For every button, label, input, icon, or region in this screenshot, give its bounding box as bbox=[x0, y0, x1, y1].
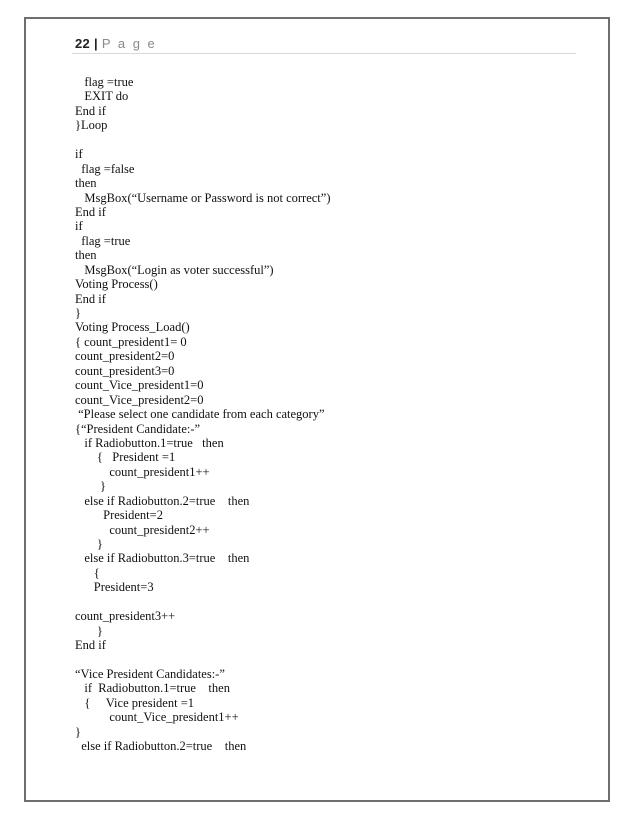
page-label: P a g e bbox=[101, 36, 157, 51]
code-line: MsgBox(“Login as voter successful”) bbox=[75, 262, 274, 277]
code-line: Voting Process() bbox=[75, 277, 158, 292]
header-separator: | bbox=[90, 36, 102, 51]
code-line: { Vice president =1 bbox=[75, 695, 194, 710]
code-line: “Please select one candidate from each category” bbox=[75, 407, 325, 422]
code-line: EXIT do bbox=[75, 89, 129, 104]
code-line: then bbox=[75, 248, 97, 263]
code-line: if bbox=[75, 147, 83, 162]
code-line: else if Radiobutton.3=true then bbox=[75, 551, 250, 566]
code-line bbox=[75, 653, 331, 667]
code-line: End if bbox=[75, 291, 106, 306]
code-line: { count_president1= 0 bbox=[75, 334, 187, 349]
code-line: else if Radiobutton.2=true then bbox=[75, 739, 247, 754]
code-line: End if bbox=[75, 204, 106, 219]
code-line: End if bbox=[75, 103, 106, 118]
page-header bbox=[75, 36, 157, 51]
code-line: “Vice President Candidates:-” bbox=[75, 666, 225, 681]
code-line: Voting Process_Load() bbox=[75, 320, 190, 335]
code-line: } bbox=[75, 537, 103, 551]
code-line: count_president3++ bbox=[75, 609, 176, 624]
code-line: } bbox=[75, 479, 106, 494]
code-line: { bbox=[75, 565, 100, 580]
code-line: flag =true bbox=[75, 75, 134, 89]
code-line: count_president2++ bbox=[75, 522, 210, 537]
code-line: End if bbox=[75, 638, 106, 653]
code-line bbox=[75, 133, 331, 147]
code-line: count_Vice_president2=0 bbox=[75, 392, 204, 407]
code-line: count_Vice_president1++ bbox=[75, 710, 239, 725]
code-line: if Radiobutton.1=true then bbox=[75, 681, 230, 696]
code-line: else if Radiobutton.2=true then bbox=[75, 493, 250, 508]
code-line: MsgBox(“Username or Password is not correct”) bbox=[75, 190, 331, 205]
code-line: President=3 bbox=[75, 580, 154, 595]
header-divider bbox=[72, 53, 576, 54]
code-line: if Radiobutton.1=true then bbox=[75, 435, 224, 450]
code-line: count_president1++ bbox=[75, 464, 210, 479]
code-line: count_president2=0 bbox=[75, 349, 175, 364]
code-listing bbox=[75, 75, 331, 754]
code-line bbox=[75, 595, 331, 609]
code-line: count_Vice_president1=0 bbox=[75, 378, 204, 393]
code-line: if bbox=[75, 219, 83, 234]
code-line: }Loop bbox=[75, 118, 108, 133]
code-line: flag =false bbox=[75, 161, 135, 176]
code-line: } bbox=[75, 623, 103, 638]
code-line: {“President Candidate:-” bbox=[75, 421, 201, 436]
code-line: President=2 bbox=[75, 508, 163, 523]
code-line: } bbox=[75, 306, 81, 320]
code-line: count_president3=0 bbox=[75, 363, 175, 378]
code-line: flag =true bbox=[75, 233, 131, 248]
page-number: 22 bbox=[75, 36, 91, 51]
code-line: then bbox=[75, 176, 97, 191]
code-line: } bbox=[75, 724, 81, 739]
code-line: { President =1 bbox=[75, 450, 176, 465]
